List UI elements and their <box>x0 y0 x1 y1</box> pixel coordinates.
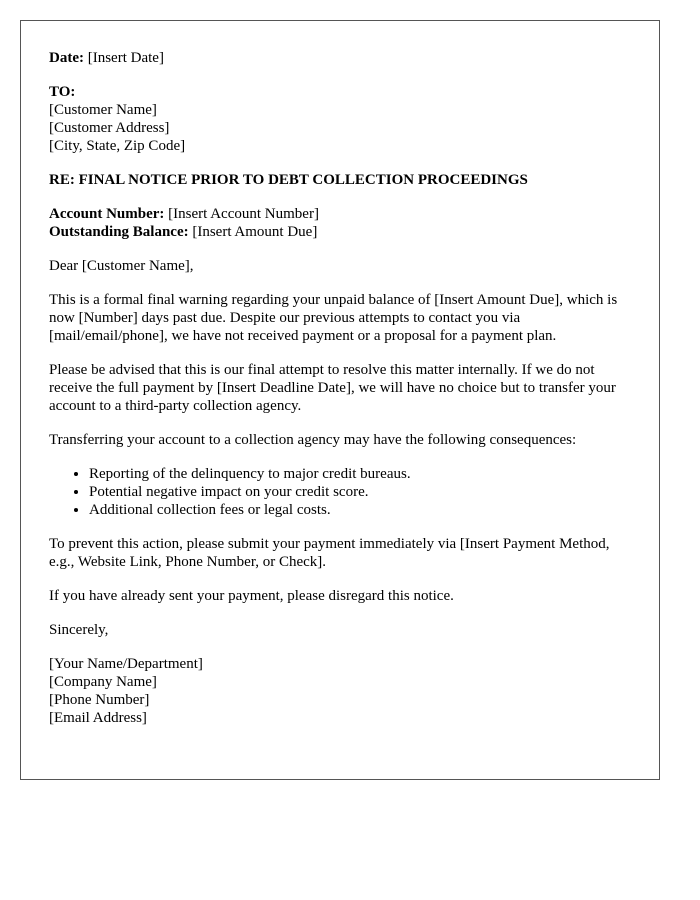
letter-page <box>20 20 660 780</box>
signature-phone: [Phone Number] <box>49 692 150 708</box>
body-paragraph: Please be advised that this is our final attempt to resolve this matter internally. If we do not receive the full payment by [Insert Deadline Date], we will have no choice but to transfer your account to a third-party collection agency. <box>49 362 616 414</box>
body-paragraph: This is a formal final warning regarding your unpaid balance of [Insert Amount Due], which is now [Number] days past due. Despite our previous attempts to contact you via [mail/email/phone], we have not received payment or a proposal for a payment plan. <box>49 292 618 344</box>
recipient-address: [Customer Address] <box>49 120 170 136</box>
date-label: Date: <box>49 50 84 66</box>
recipient-city: [City, State, Zip Code] <box>49 138 186 154</box>
list-item: • Additional collection fees or legal costs. <box>89 501 631 519</box>
signature-name: [Your Name/Department] <box>49 656 203 672</box>
outstanding-balance-value: [Insert Amount Due] <box>192 224 318 240</box>
body-paragraph: If you have already sent your payment, please disregard this notice. <box>49 588 454 604</box>
outstanding-balance-line <box>49 223 631 241</box>
list-item: • Reporting of the delinquency to major credit bureaus. <box>89 465 631 483</box>
recipient-name: [Customer Name] <box>49 102 157 118</box>
body-paragraph: Transferring your account to a collection agency may have the following consequences: <box>49 432 577 448</box>
date-line <box>49 49 631 67</box>
signature-block <box>49 655 631 727</box>
subject-line <box>49 171 631 189</box>
account-number-label: Account Number: <box>49 206 165 222</box>
signature-email: [Email Address] <box>49 710 147 726</box>
subject-text: RE: FINAL NOTICE PRIOR TO DEBT COLLECTION PROCEEDINGS <box>49 172 528 188</box>
date-value: [Insert Date] <box>87 50 164 66</box>
account-block <box>49 205 631 241</box>
outstanding-balance-label: Outstanding Balance: <box>49 224 189 240</box>
signoff: Sincerely, <box>49 622 109 638</box>
signature-company: [Company Name] <box>49 674 157 690</box>
account-number-value: [Insert Account Number] <box>168 206 319 222</box>
list-item: • Potential negative impact on your credit score. <box>89 483 631 501</box>
recipient-block <box>49 83 631 155</box>
account-number-line <box>49 205 631 223</box>
body-paragraph: To prevent this action, please submit your payment immediately via [Insert Payment Method, e.g., Website Link, Phone Number, or Check]. <box>49 536 610 570</box>
consequences-list <box>49 465 631 519</box>
salutation: Dear [Customer Name], <box>49 258 194 274</box>
recipient-label: TO: <box>49 84 76 100</box>
